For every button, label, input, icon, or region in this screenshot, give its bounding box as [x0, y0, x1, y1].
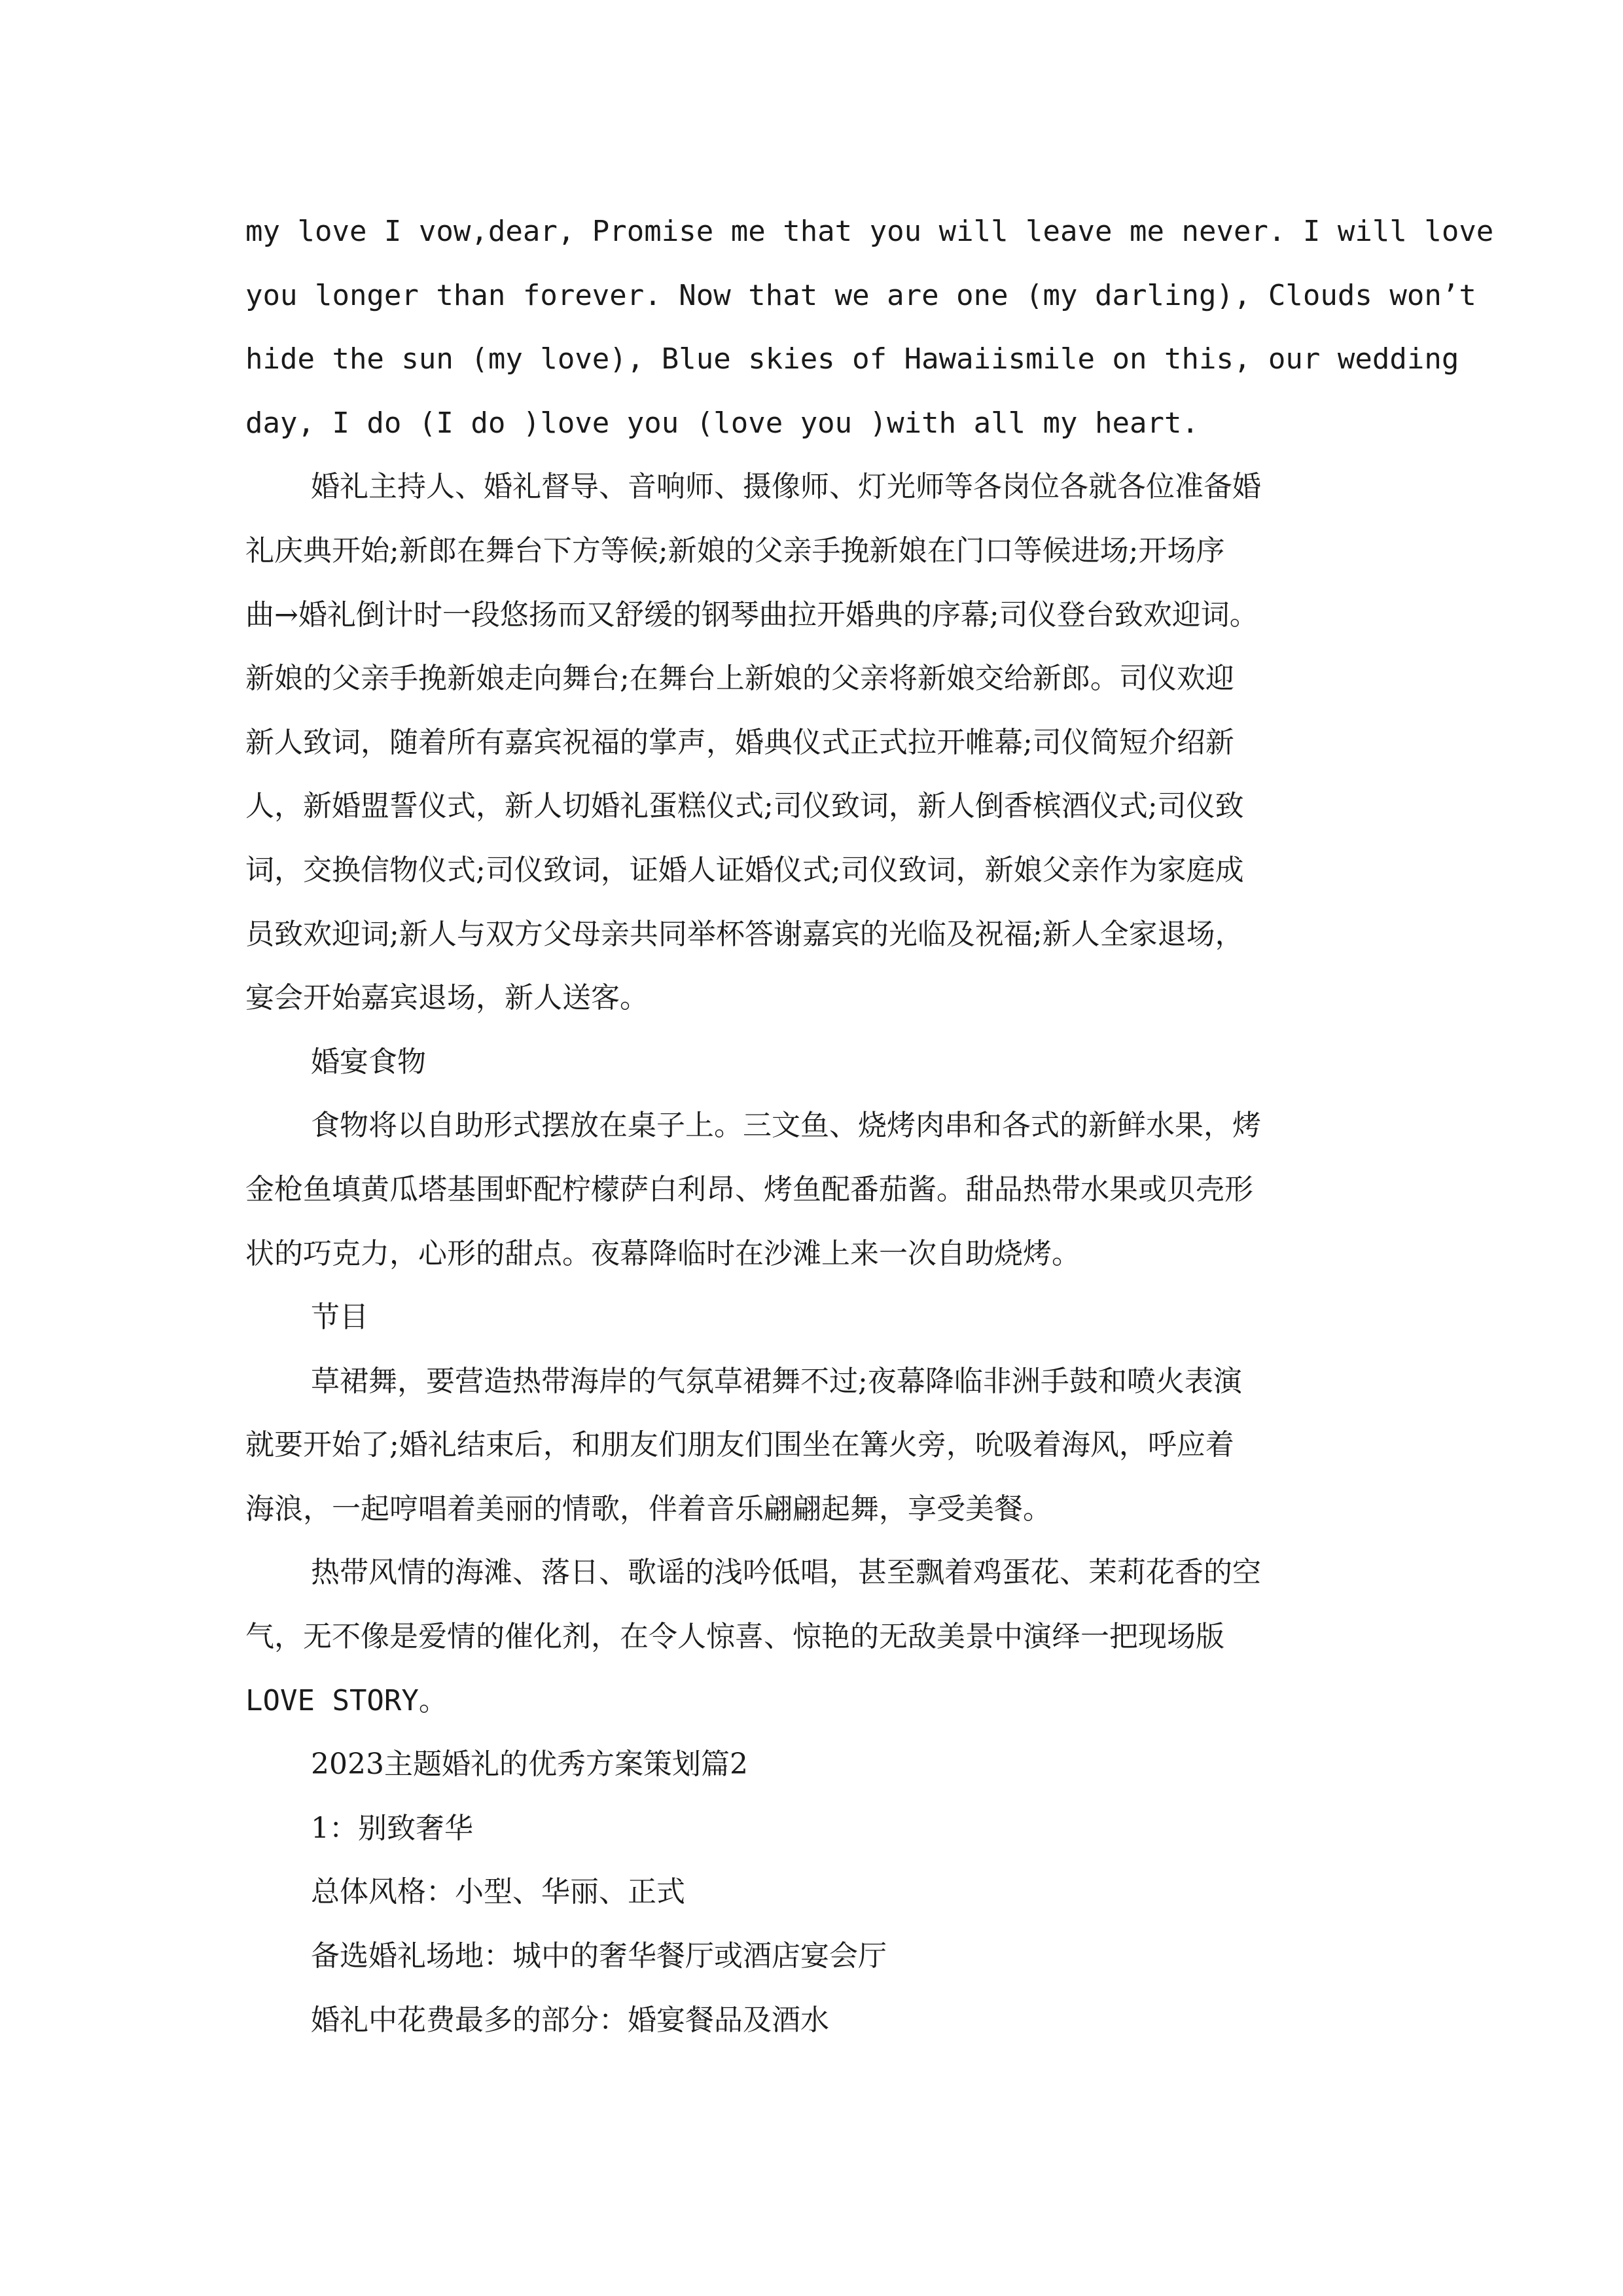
paragraph-ceremony-line-1: 婚礼主持人、婚礼督导、音响师、摄像师、灯光师等各岗位各就各位准备婚 [311, 470, 1261, 504]
item-elegant-luxury: 1：别致奢华 [311, 1811, 473, 1845]
item-venue-options: 备选婚礼场地：城中的奢华餐厅或酒店宴会厅 [311, 1939, 887, 1973]
paragraph-atmosphere-line-3: LOVE STORY。 [245, 1683, 448, 1717]
paragraph-ceremony-line-2: 礼庆典开始;新郎在舞台下方等候;新娘的父亲手挽新娘在门口等候进场;开场序 [245, 533, 1225, 567]
paragraph-ceremony-line-9: 宴会开始嘉宾退场，新人送客。 [245, 981, 649, 1015]
paragraph-ceremony-line-3: 曲→婚礼倒计时一段悠扬而又舒缓的钢琴曲拉开婚典的序幕;司仪登台致欢迎词。 [245, 598, 1258, 632]
paragraph-food-line-2: 金枪鱼填黄瓜塔基围虾配柠檬萨白利昂、烤鱼配番茄酱。甜品热带水果或贝壳形 [245, 1172, 1253, 1206]
paragraph-food-line-3: 状的巧克力，心形的甜点。夜幕降临时在沙滩上来一次自助烧烤。 [245, 1236, 1080, 1270]
paragraph-ceremony-line-4: 新娘的父亲手挽新娘走向舞台;在舞台上新娘的父亲将新娘交给新郎。司仪欢迎 [245, 662, 1234, 696]
item-overall-style: 总体风格：小型、华丽、正式 [311, 1875, 685, 1909]
paragraph-food-line-1: 食物将以自助形式摆放在桌子上。三文鱼、烧烤肉串和各式的新鲜水果，烤 [311, 1109, 1261, 1143]
paragraph-ceremony-line-6: 人，新婚盟誓仪式，新人切婚礼蛋糕仪式;司仪致词，新人倒香槟酒仪式;司仪致 [245, 789, 1244, 823]
body-line-english-1: my love I vow,dear, Promise me that you will leave me never. I will love [245, 215, 1494, 248]
body-line-english-4: day, I do (I do )love you (love you )with all my heart. [245, 406, 1199, 440]
paragraph-atmosphere-line-1: 热带风情的海滩、落日、歌谣的浅吟低唱，甚至飘着鸡蛋花、茉莉花香的空 [311, 1556, 1261, 1590]
paragraph-ceremony-line-5: 新人致词，随着所有嘉宾祝福的掌声，婚典仪式正式拉开帷幕;司仪简短介绍新 [245, 725, 1234, 759]
body-line-english-3: hide the sun (my love), Blue skies of Hawaiismile on this, our wedding [245, 342, 1459, 376]
paragraph-ceremony-line-8: 员致欢迎词;新人与双方父母亲共同举杯答谢嘉宾的光临及祝福;新人全家退场， [245, 917, 1244, 951]
document-body [245, 200, 1494, 2052]
paragraph-program-line-3: 海浪，一起哼唱着美丽的情歌，伴着音乐翩翩起舞，享受美餐。 [245, 1492, 1052, 1526]
item-largest-expense: 婚礼中花费最多的部分：婚宴餐品及酒水 [311, 2003, 829, 2037]
body-line-english-2: you longer than forever. Now that we are one (my darling), Clouds won’t [245, 278, 1476, 312]
paragraph-atmosphere-line-2: 气，无不像是爱情的催化剂，在令人惊喜、惊艳的无敌美景中演绎一把现场版 [245, 1620, 1224, 1654]
section-title-plan-2: 2023主题婚礼的优秀方案策划篇2 [311, 1748, 748, 1782]
heading-wedding-food: 婚宴食物 [311, 1045, 426, 1079]
paragraph-ceremony-line-7: 词，交换信物仪式;司仪致词，证婚人证婚仪式;司仪致词，新娘父亲作为家庭成 [245, 853, 1244, 887]
heading-program: 节目 [311, 1300, 368, 1335]
paragraph-program-line-1: 草裙舞，要营造热带海岸的气氛草裙舞不过;夜幕降临非洲手鼓和喷火表演 [311, 1364, 1242, 1398]
paragraph-program-line-2: 就要开始了;婚礼结束后，和朋友们朋友们围坐在篝火旁，吮吸着海风，呼应着 [245, 1428, 1234, 1462]
